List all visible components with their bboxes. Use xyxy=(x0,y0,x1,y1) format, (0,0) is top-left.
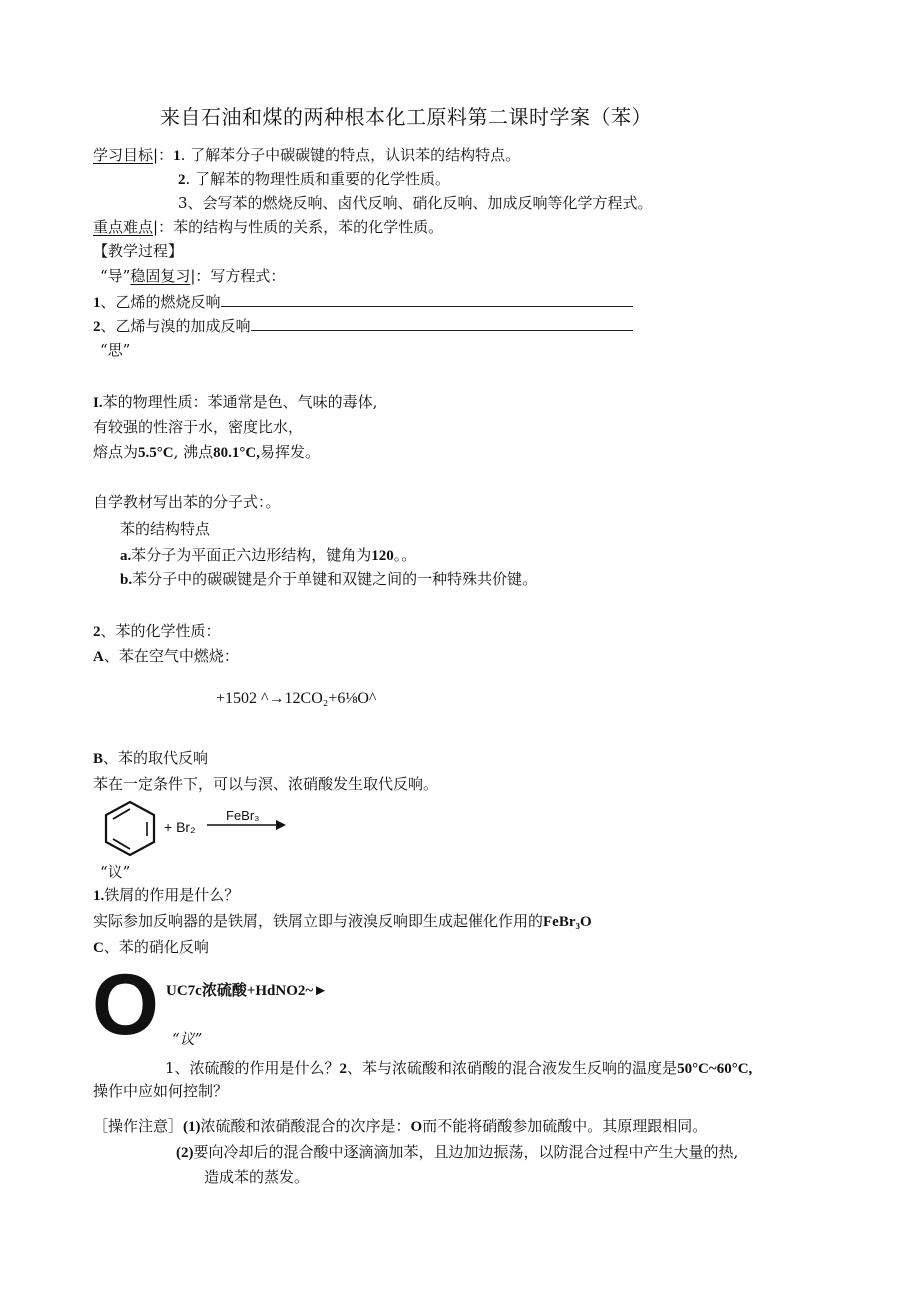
notes-line-1 xyxy=(93,1116,707,1137)
review-label: 稳固复习 xyxy=(130,267,191,285)
physical-text-1: 苯的物理性质：苯通常是色、气味的毒体, xyxy=(102,393,378,411)
review-marker: | xyxy=(190,267,196,285)
note-1-c: 而不能将硝酸参加硫酸中。其原理跟相同。 xyxy=(422,1117,708,1135)
note-2-num: (2) xyxy=(176,1145,194,1161)
structure-a-text: 苯分子为平面正六边形结构，键角为 xyxy=(131,546,372,564)
self-study: 自学教材写出苯的分子式：。 xyxy=(93,493,281,511)
physical-line-2: 有较强的性溶于水，密度比水， xyxy=(93,418,304,436)
key-points-label: 重点难点 xyxy=(93,218,154,236)
bond-angle: 120 xyxy=(371,548,394,564)
think-heading: “思” xyxy=(100,341,131,359)
answer-blank[interactable] xyxy=(221,292,633,307)
review-item-1-text: 、乙烯的燃烧反响 xyxy=(100,293,221,311)
melting-point: 5.5°C xyxy=(138,445,174,461)
key-points-text: ：苯的结构与性质的关系，苯的化学性质。 xyxy=(158,218,444,236)
process-heading: 【教学过程】 xyxy=(93,242,184,260)
review-item-1 xyxy=(93,292,633,313)
note-1-a: 浓硫酸和浓硝酸混合的次序是： xyxy=(200,1117,411,1135)
physical-num: I. xyxy=(93,395,103,411)
volatile-text: 易挥发。 xyxy=(260,443,321,461)
objectives-marker: | xyxy=(153,146,159,164)
nitration-heading xyxy=(93,937,209,958)
review-text: ：写方程式： xyxy=(195,267,286,285)
question-2-line-1 xyxy=(165,1058,752,1079)
benzene-ring-icon xyxy=(106,802,154,855)
structure-b-text: 苯分子中的碳碳键是介于单键和双键之间的一种特殊共价键。 xyxy=(132,570,538,588)
physical-line-3 xyxy=(93,442,320,463)
note-1-num: (1) xyxy=(183,1119,201,1135)
review-item-2-text: 、乙烯与溴的加成反响 xyxy=(100,317,251,335)
nitration-big-o: O xyxy=(92,957,159,1053)
page-title: 来自石油和煤的两种根本化工原料第二课时学案（苯） xyxy=(160,105,652,129)
notes-label: ［操作注意］ xyxy=(93,1117,184,1135)
objectives-line-2 xyxy=(178,169,450,190)
substitution-text: 、苯的取代反响 xyxy=(103,749,209,767)
question-2a: 1、浓硫酸的作用是什么？ xyxy=(165,1059,340,1077)
key-points-line xyxy=(93,217,443,237)
answer-1-text: 实际参加反响器的是铁屑，铁屑立即与液溴反响即生成起催化作用的 xyxy=(93,912,544,930)
review-item-2 xyxy=(93,316,633,337)
review-prefix: “导” xyxy=(100,267,131,285)
objective-2-num: 2 xyxy=(178,172,186,188)
review-line xyxy=(100,266,285,286)
substitution-desc: 苯在一定条件下，可以与溟、浓硝酸发生取代反响。 xyxy=(93,775,439,793)
question-2b-num: 2 xyxy=(339,1061,348,1077)
boiling-point: 80.1°C, xyxy=(213,445,260,461)
objective-3: 3、会写苯的燃烧反响、卤代反响、硝化反响、加成反响等化学方程式。 xyxy=(178,194,653,212)
temperature-range: 50°C~60°C, xyxy=(677,1061,753,1077)
substitution-label: B xyxy=(93,751,104,767)
structure-heading: 苯的结构特点 xyxy=(120,520,211,538)
combustion-text: 、苯在空气中燃烧： xyxy=(103,647,239,665)
melting-label: 熔点为 xyxy=(93,443,139,461)
answer-blank[interactable] xyxy=(251,316,633,331)
arrow-head-icon xyxy=(276,820,286,830)
answer-1 xyxy=(93,911,592,932)
answer-1-formula: FeBr₃O xyxy=(543,914,592,930)
discuss-heading-1: “议” xyxy=(100,863,131,881)
structure-b xyxy=(120,569,537,590)
key-points-marker: | xyxy=(153,218,159,236)
reagent-bromine: + Br₂ xyxy=(164,819,196,835)
notes-line-2 xyxy=(176,1142,738,1163)
discuss-heading-2: “议” xyxy=(172,1030,203,1048)
question-2b: 、苯与浓硫酸和浓硝酸的混合液发生反响的温度是 xyxy=(347,1059,678,1077)
question-1-num: 1. xyxy=(93,888,105,904)
structure-a-end: 。。 xyxy=(393,546,417,564)
physical-line-1 xyxy=(93,392,377,413)
structure-a xyxy=(120,545,416,566)
objective-1-num: 1 xyxy=(173,148,181,164)
question-1-text: 铁屑的作用是什么？ xyxy=(104,886,240,904)
structure-b-label: b. xyxy=(120,572,133,588)
objective-2: . 了解苯的物理性质和重要的化学性质。 xyxy=(185,170,451,188)
objective-1: . 了解苯分子中碳碳键的特点，认识苯的结构特点。 xyxy=(180,146,521,164)
review-item-2-num: 2 xyxy=(93,319,101,335)
combustion-equation: +1502 ^→12CO₂+6⅛O^ xyxy=(216,690,377,707)
substitution-heading xyxy=(93,748,208,769)
question-1 xyxy=(93,885,239,906)
note-2-a: 要向冷却后的混合酸中逐滴滴加苯，且边加边振荡，以防混合过程中产生大量的热, xyxy=(193,1143,739,1161)
catalyst-label: FeBr₃ xyxy=(226,808,260,823)
chemical-heading xyxy=(93,621,221,642)
objectives-label: 学习目标 xyxy=(93,146,154,164)
nitration-text: 、苯的硝化反响 xyxy=(103,938,209,956)
question-2-line-2: 操作中应如何控制？ xyxy=(93,1082,229,1100)
bromination-diagram xyxy=(100,798,300,866)
boiling-label: , 沸点 xyxy=(173,443,214,461)
nitration-equation: UC7c浓硫酸+HdNO2~► xyxy=(166,983,329,999)
chemical-heading-text: 、苯的化学性质： xyxy=(100,622,221,640)
objectives-sep: ： xyxy=(158,146,174,164)
combustion-heading xyxy=(93,646,239,667)
objectives-line-1 xyxy=(93,145,520,166)
nitration-label: C xyxy=(93,940,104,956)
notes-line-3: 造成苯的蒸发。 xyxy=(204,1168,310,1186)
note-1-blank: O xyxy=(410,1119,423,1135)
combustion-label: A xyxy=(93,649,104,665)
chemical-num: 2 xyxy=(93,624,101,640)
structure-a-label: a. xyxy=(120,548,132,564)
review-item-1-num: 1 xyxy=(93,295,101,311)
